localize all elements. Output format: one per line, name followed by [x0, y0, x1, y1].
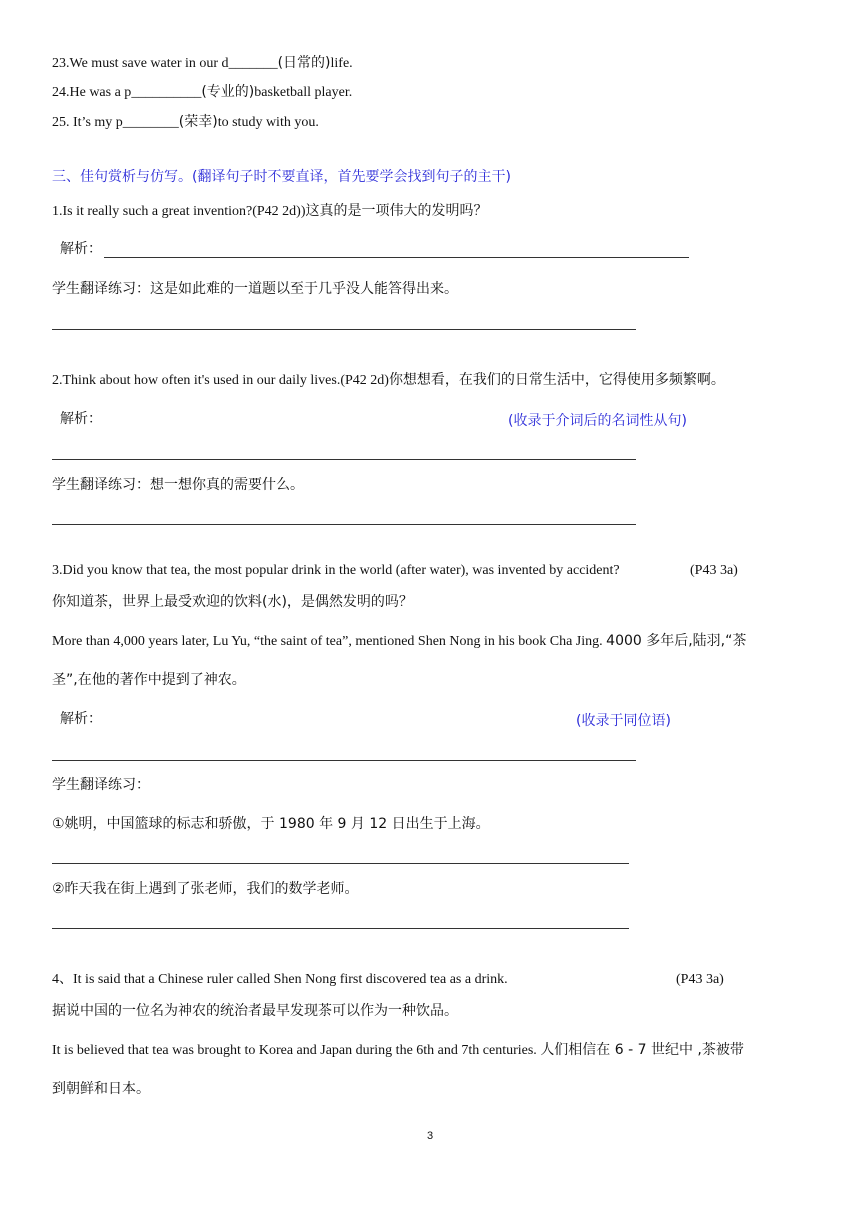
question-cn: 你知道茶，世界上最受欢迎的饮料(水)，是偶然发明的吗？: [52, 594, 413, 610]
section-heading: 三、佳句赏析与仿写。(翻译句子时不要直译，首先要学会找到句子的主干): [52, 169, 511, 185]
example-cn: 4000 多年后,陆羽,“茶: [606, 633, 747, 649]
analysis-text: 解析：: [60, 241, 102, 257]
practice-answer-line[interactable]: [52, 863, 629, 864]
fill-blank-25: [52, 113, 319, 132]
page-ref: (P43 3a): [690, 563, 738, 578]
question-cn: 这真的是一项伟大的发明吗？: [305, 203, 488, 219]
blank-suffix: to study with you.: [217, 115, 319, 130]
analysis-answer-line[interactable]: [52, 760, 636, 761]
practice-label: 学生翻译练习：: [52, 777, 150, 793]
question-cn: 你想想看，在我们的日常生活中，它得使用多频繁啊。: [388, 372, 725, 388]
example-en: It is believed that tea was brought to Korea and Japan during the 6th and 7th centuries.: [52, 1043, 541, 1058]
analysis-answer-line[interactable]: [104, 257, 689, 258]
page-ref: (P43 3a): [676, 972, 724, 987]
question-3: [52, 562, 620, 580]
question-en: 4、It is said that a Chinese ruler called Shen Nong first discovered tea as a drink.: [52, 972, 508, 987]
question-en: 2.Think about how often it's used in our daily lives.(P42 2d): [52, 373, 389, 388]
question-cn: 据说中国的一位名为神农的统治者最早发现茶可以作为一种饮品。: [52, 1003, 458, 1019]
analysis-label: 解析：: [60, 711, 102, 727]
question-4: [52, 971, 508, 989]
grammar-note: (收录于介词后的名词性从句): [508, 413, 687, 429]
example-cn: 人们相信在 6 - 7 世纪中 ,茶被带: [540, 1042, 744, 1058]
practice-answer-line[interactable]: [52, 329, 636, 330]
analysis-label: 解析：: [60, 411, 102, 427]
blank-suffix: basketball player.: [254, 85, 353, 100]
example-en: More than 4,000 years later, Lu Yu, “the saint of tea”, mentioned Shen Nong in his book Cha Jing.: [52, 634, 607, 649]
analysis-answer-line[interactable]: [52, 459, 636, 460]
blank-prefix: 25. It’s my p: [52, 115, 123, 130]
practice-prompt: 学生翻译练习：想一想你真的需要什么。: [52, 477, 304, 493]
blank-suffix: life.: [330, 56, 353, 71]
page-number: 3: [426, 1130, 434, 1142]
fill-blank-24: [52, 83, 352, 102]
blank-hint: (荣幸): [178, 114, 218, 130]
practice-prompt: 学生翻译练习：这是如此难的一道题以至于几乎没人能答得出来。: [52, 281, 458, 297]
analysis-label: [60, 240, 102, 258]
fill-blank-23: [52, 54, 353, 73]
answer-blank[interactable]: ________: [122, 115, 179, 130]
example-cn-continued: 到朝鲜和日本。: [52, 1081, 150, 1097]
answer-blank[interactable]: _______: [228, 56, 278, 71]
practice-answer-line[interactable]: [52, 524, 636, 525]
question-1: [52, 202, 487, 221]
blank-prefix: 24.He was a p: [52, 85, 132, 100]
example-sentence: [52, 632, 746, 651]
blank-hint: (专业的): [201, 84, 255, 100]
question-en: 1.Is it really such a great invention?(P42 2d)): [52, 204, 306, 219]
practice-item-1: ①姚明，中国篮球的标志和骄傲，于 1980 年 9 月 12 日出生于上海。: [52, 816, 490, 832]
example-sentence: [52, 1041, 744, 1060]
question-en: 3.Did you know that tea, the most popular drink in the world (after water), was invented by accident?: [52, 563, 620, 578]
blank-hint: (日常的): [277, 55, 331, 71]
question-2: [52, 371, 725, 390]
blank-prefix: 23.We must save water in our d: [52, 56, 229, 71]
answer-blank[interactable]: __________: [131, 85, 202, 100]
practice-item-2: ②昨天我在街上遇到了张老师，我们的数学老师。: [52, 881, 359, 897]
example-cn-continued: 圣”,在他的著作中提到了神农。: [52, 672, 246, 688]
practice-answer-line[interactable]: [52, 928, 629, 929]
grammar-note: (收录于同位语): [576, 713, 671, 729]
